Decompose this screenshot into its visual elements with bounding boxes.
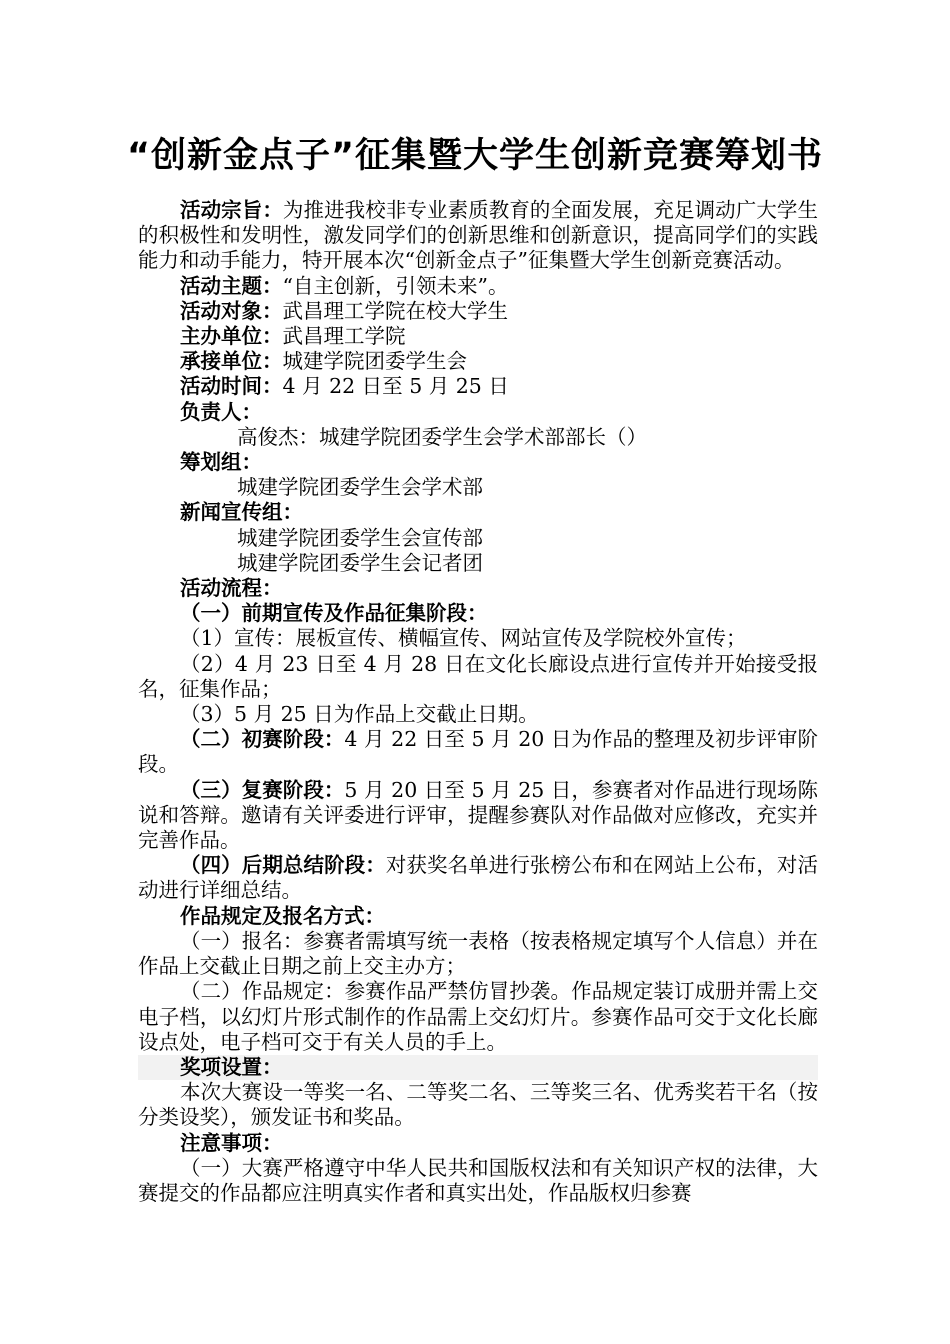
rules-label: 作品规定及报名方式： <box>180 903 385 928</box>
stage1-heading <box>138 601 818 626</box>
target-text: 武昌理工学院在校大学生 <box>282 298 508 323</box>
rules-item: （二）作品规定：参赛作品严禁仿冒抄袭。作品规定装订成册并需上交电子档，以幻灯片形式制作的作品需上交幻灯片。参赛作品可交于文化长廊设点处，电子档可交于有关人员的手上。 <box>138 979 818 1054</box>
notes-label: 注意事项： <box>180 1130 283 1155</box>
planning-text: 城建学院团委学生会学术部 <box>237 475 483 500</box>
target-line <box>138 299 818 324</box>
process-heading <box>138 576 818 601</box>
stage1-item: （1）宣传：展板宣传、横幅宣传、网站宣传及学院校外宣传； <box>180 626 747 651</box>
purpose-text: 为推进我校非专业素质教育的全面发展，充足调动广大学生的积极性和发明性，激发同学们的创新思维和创新意识，提高同学们的实践能力和动手能力，特开展本次“创新金点子”征集暨大学生创新竞赛活动。 <box>138 198 819 273</box>
host-text: 武昌理工学院 <box>282 324 406 349</box>
stage2-paragraph <box>138 727 818 777</box>
organizer-line <box>138 349 818 374</box>
stage4-label: （四）后期总结阶段： <box>180 853 386 878</box>
publicity-item: 城建学院团委学生会宣传部 <box>237 525 483 550</box>
time-label: 活动时间： <box>180 374 283 399</box>
publicity-label: 新闻宣传组： <box>180 500 303 525</box>
stage3-label: （三）复赛阶段： <box>180 777 345 802</box>
purpose-paragraph <box>138 198 818 274</box>
host-line <box>138 324 818 349</box>
theme-line <box>138 274 818 299</box>
host-label: 主办单位： <box>180 324 283 349</box>
stage3-text: 5 月 20 日至 5 月 25 日，参赛者对作品进行现场陈说和答辩。邀请有关评委进行评审，提醒参赛队对作品做对应修改，充实并完善作品。 <box>138 777 818 853</box>
stage4-text: 对获奖名单进行张榜公布和在网站上公布，对活动进行详细总结。 <box>138 853 819 903</box>
awards-text: 本次大赛设一等奖一名、二等奖二名、三等奖三名、优秀奖若干名（按分类设奖），颁发证书和奖品。 <box>138 1080 818 1130</box>
awards-heading <box>138 1055 818 1080</box>
stage2-text: 4 月 22 日至 5 月 20 日为作品的整理及初步评审阶段。 <box>138 727 818 777</box>
stage3-paragraph <box>138 778 818 854</box>
stage2-label: （二）初赛阶段： <box>180 727 345 752</box>
stage4-paragraph <box>138 853 818 903</box>
publicity-heading <box>138 500 818 525</box>
leader-text: 高俊杰：城建学院团委学生会学术部部长（） <box>237 424 647 449</box>
theme-label: 活动主题： <box>180 273 283 298</box>
purpose-label: 活动宗旨： <box>180 198 283 222</box>
stage1-label: （一）前期宣传及作品征集阶段： <box>180 601 488 626</box>
document-body <box>138 198 818 1206</box>
leader-label: 负责人： <box>180 399 262 424</box>
stage1-item: （3）5 月 25 日为作品上交截止日期。 <box>180 702 539 727</box>
document-title: “创新金点子”征集暨大学生创新竞赛筹划书 <box>126 136 823 176</box>
awards-label: 奖项设置： <box>180 1054 283 1079</box>
notes-text: （一）大赛严格遵守中华人民共和国版权法和有关知识产权的法律，大赛提交的作品都应注明真实作者和真实出处，作品版权归参赛 <box>138 1155 818 1205</box>
organizer-text: 城建学院团委学生会 <box>282 349 467 374</box>
target-label: 活动对象： <box>180 298 283 323</box>
organizer-label: 承接单位： <box>180 349 283 374</box>
leader-heading <box>138 400 818 425</box>
theme-text: “自主创新，引领未来”。 <box>282 273 509 298</box>
stage1-item: （2）4 月 23 日至 4 月 28 日在文化长廊设点进行宣传并开始接受报名，征集作品； <box>138 651 818 701</box>
publicity-item: 城建学院团委学生会记者团 <box>237 550 483 575</box>
time-text: 4 月 22 日至 5 月 25 日 <box>282 374 509 399</box>
planning-label: 筹划组： <box>180 450 262 475</box>
rules-item: （一）报名：参赛者需填写统一表格（按表格规定填写个人信息）并在作品上交截止日期之前上交主办方； <box>138 928 818 979</box>
planning-heading <box>138 450 818 475</box>
process-label: 活动流程： <box>180 576 283 601</box>
time-line <box>138 374 818 399</box>
notes-heading <box>138 1131 818 1156</box>
rules-heading <box>138 904 818 929</box>
